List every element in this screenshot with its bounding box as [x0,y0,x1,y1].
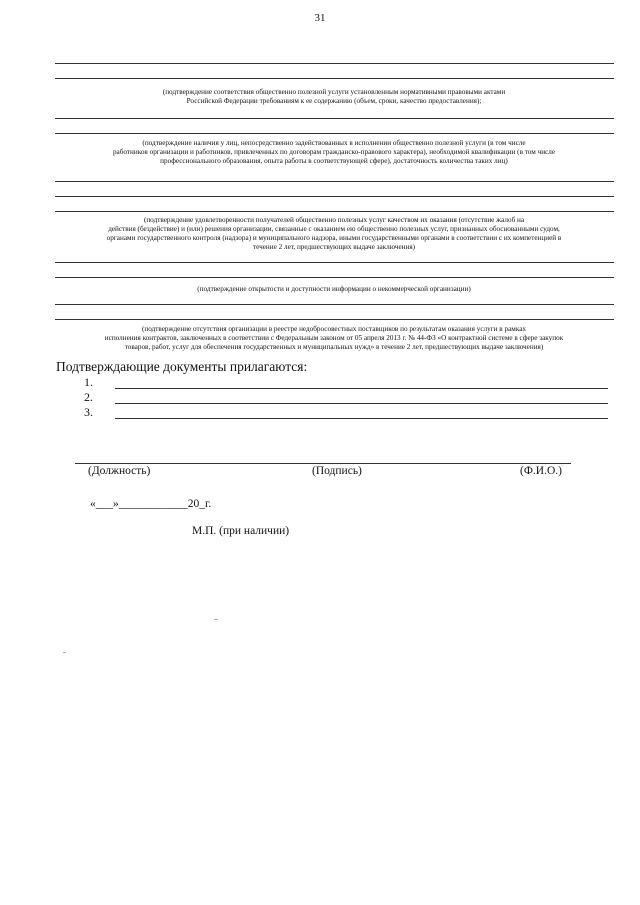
caption-staff-qualification: (подтверждение наличия у лиц, непосредственно задействованных в исполнении общественно полезной услуги (в том числе работников организации и работников, привлеченных по договорам гражданско-правового характера), необходимой квалификации (в том числе профессионального образования, опыта работы в соответствующей сфере), достаточность количества таких лиц) [112,139,556,165]
form-line [55,196,614,197]
form-line [55,277,614,278]
position-label: (Должность) [88,465,151,477]
form-line [55,63,614,64]
form-line [55,78,614,79]
form-line [55,133,614,134]
caption-openness: (подтверждение открытости и доступности информации о некоммерческой организации) [197,285,471,293]
caption-unfair-suppliers-registry: (подтверждение отсутствия организации в реестре недобросовестных поставщиков по результатам оказания услуги в рамках исполнения контрактов, заключенных в соответствии с Федеральным законом от 05 апреля 2013 г. № 44-ФЗ «О контрактной системе в сфере закупок товаров, работ, услуг для обеспечения государственных и муниципальных нужд» в течение 2 лет, предшествующих выдаче заключения) [104,325,564,351]
form-line [55,118,614,119]
form-line [55,319,614,320]
form-line [55,211,614,212]
attachment-line[interactable] [115,403,608,404]
signature-line [75,463,571,464]
form-line [55,262,614,263]
caption-recipient-satisfaction: (подтверждение удовлетворенности получателей общественно полезных услуг качеством их оказания (отсутствие жалоб на действия (бездействие) и (или) решения организации, связанные с оказанием ею общественно полезных услуг, признанных обоснованными судом, органами государственного контроля (надзора) и муниципального надзора, иными государственными органами в соответствии с их компетенцией в течение 2 лет, предшествующих выдаче заключения) [106,216,562,251]
attachment-number: 3. [84,405,93,419]
attachment-number: 2. [84,390,93,404]
page-number: 31 [314,12,326,24]
form-line [55,304,614,305]
full-name-label: (Ф.И.О.) [520,465,562,477]
caption-content-compliance: (подтверждение соответствия общественно полезной услуги установленным нормативными правовыми актами Российской Федерации требованиям к ее содержанию (объем, сроки, качество предоставления); [162,88,506,105]
sign-label: (Подпись) [312,465,362,477]
attachment-line[interactable] [115,388,608,389]
date-field: «___»____________20_г. [90,498,212,510]
attachment-number: 1. [84,375,93,389]
attachments-heading: Подтверждающие документы прилагаются: [56,359,308,374]
scan-mark [214,619,218,620]
scan-mark [63,652,66,653]
attachment-line[interactable] [115,418,608,419]
stamp-label: М.П. (при наличии) [192,525,290,537]
form-line [55,181,614,182]
